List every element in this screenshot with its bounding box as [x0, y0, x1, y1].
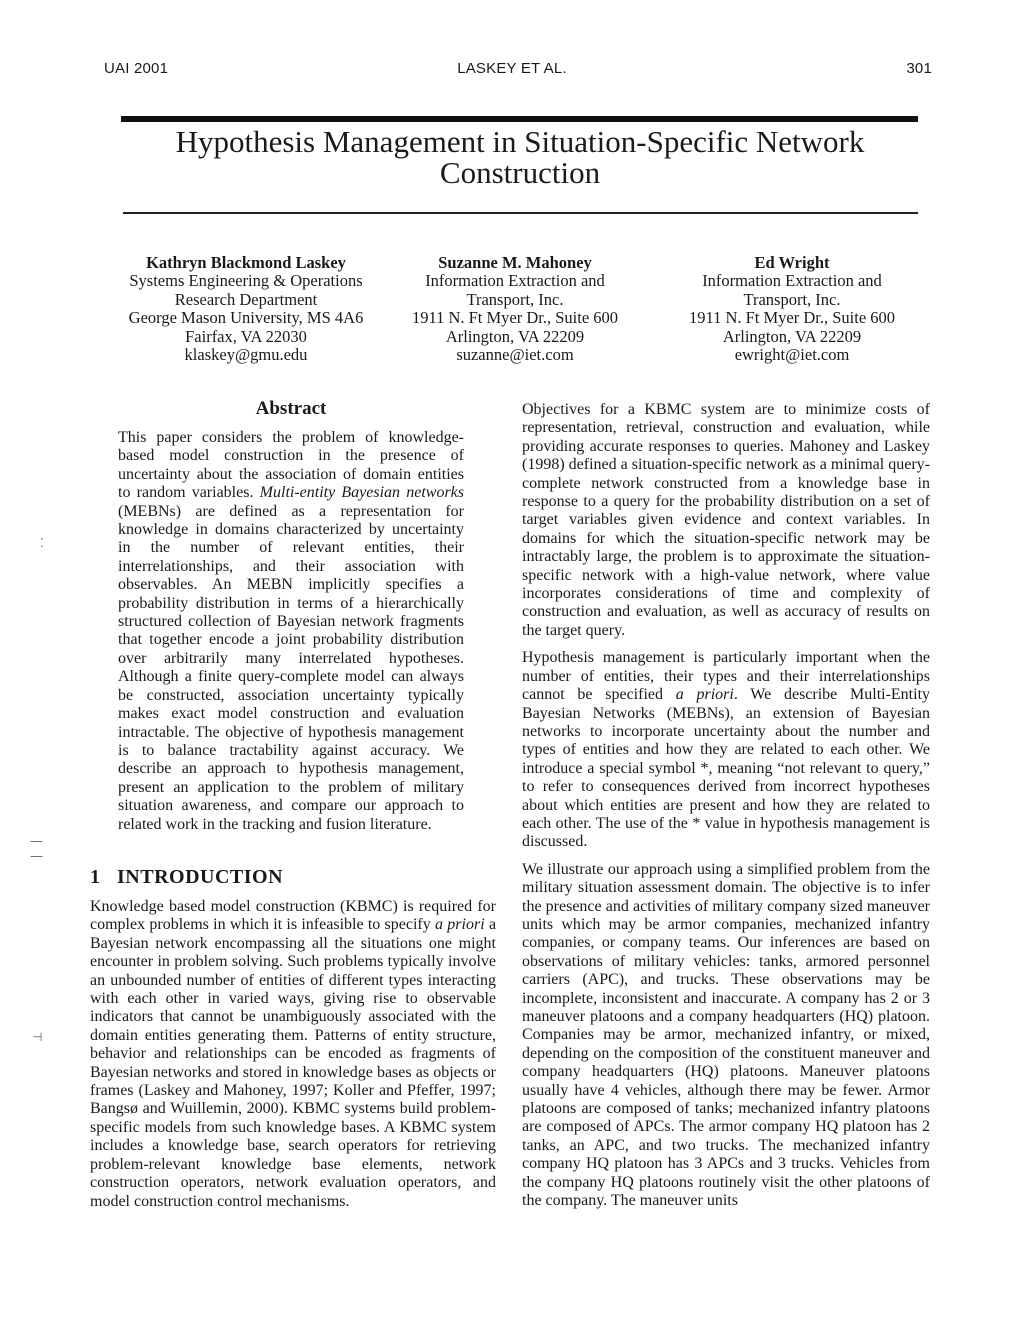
scan-artifact-tick: ⊣	[32, 1030, 43, 1044]
paragraph-text: . We describe Multi-Entity Bayesian Networks (MEBNs), an extension of Bayesian networks to incorporate uncertainty about the number and types of entities and how they are related to each other. We introduce a special symbol *, meaning “not relevant to query,” to refer to consequences derived from incorrect hypotheses about which entities are present and how they are related to each other. The use of the * value in hypothesis management is discussed.	[522, 686, 931, 851]
running-header-authors: LASKEY ET AL.	[457, 60, 567, 77]
italic-phrase: a priori	[435, 916, 485, 934]
paragraph-text: Knowledge based model construction (KBMC) is required for complex problems in which it is infeasible to specify	[90, 898, 496, 934]
paragraph-text: a Bayesian network encompassing all the situations one might encounter in problem solving. Such problems typically involve an unbounded number of entities of different types interacting with each other in varied ways, giving rise to observable indicators that cannot be unambiguously associated with the domain entities generating them. Patterns of entity structure, behavior and relationships can be encoded as fragments of Bayesian networks and stored in knowledge bases as objects or frames (Laskey and Mahoney, 1997; Koller and Pfeffer, 1997; Bangsø and Wuillemin, 2000). KBMC systems build problem-specific models from such knowledge bases. A KBMC system includes a knowledge base, search operators for retrieving problem-relevant knowledge base elements, network construction operators, network evaluation operators, and model construction control mechanisms.	[90, 916, 497, 1210]
author-affiliation-line: George Mason University, MS 4A6	[128, 308, 364, 328]
paper-title: Hypothesis Management in Situation-Specific Network Construction	[175, 124, 865, 190]
abstract-text: This paper considers the problem of knowledge-based model construction in the presence of uncertainty about the association of domain entities to random variables.	[118, 429, 464, 502]
italic-phrase: a priori	[675, 686, 734, 704]
intro-column	[90, 898, 496, 1211]
paragraph-text: Hypothesis management is particularly important when the number of entities, their types and their interrelationships cannot be specified	[522, 649, 930, 704]
author-name: Ed Wright	[754, 253, 830, 272]
author-affiliation-line: Transport, Inc.	[466, 289, 564, 309]
abstract-italic-term: Multi-entity Bayesian networks	[259, 484, 465, 502]
author-email: ewright@iet.com	[734, 345, 850, 365]
scan-artifact-dots: ⁚	[40, 536, 44, 550]
author-affiliation-line: Transport, Inc.	[743, 289, 841, 309]
author-address-line: 1911 N. Ft Myer Dr., Suite 600	[688, 308, 896, 328]
author-name: Kathryn Blackmond Laskey	[146, 253, 346, 272]
title-top-rule	[121, 116, 918, 122]
author-affiliation-line: Systems Engineering & Operations	[129, 271, 363, 291]
section-heading	[90, 866, 283, 889]
author-block-wright	[642, 254, 942, 364]
author-address-line: Arlington, VA 22209	[722, 326, 862, 346]
author-email: suzanne@iet.com	[456, 345, 574, 365]
author-block-mahoney	[365, 254, 665, 364]
author-address-line: 1911 N. Ft Myer Dr., Suite 600	[411, 308, 619, 328]
abstract-heading: Abstract	[255, 398, 327, 419]
author-email: klaskey@gmu.edu	[184, 345, 308, 365]
page-number: 301	[906, 60, 932, 77]
abstract-text: (MEBNs) are defined as a representation for knowledge in domains characterized by uncertainty in the number of relevant entities, their interrelationships, and their association with observables. An MEBN implicitly specifies a probability distribution in terms of a hierarchically structured collection of Bayesian network fragments that together encode a joint probability distribution over arbitrarily many interrelated hypotheses. Although a finite query-complete model can always be constructed, association uncertainty typically makes exact model construction and evaluation intractable. The objective of hypothesis management is to balance tractability against accuracy. We describe an approach to hypothesis management, present an application to the problem of military situation awareness, and compare our approach to related work in the tracking and fusion literature.	[118, 502, 464, 833]
section-title: INTRODUCTION	[117, 866, 284, 888]
paragraph	[522, 649, 930, 851]
paragraph: Objectives for a KBMC system are to minimize costs of representation, retrieval, construction and evaluation, while providing accurate responses to queries. Mahoney and Laskey (1998) defined a situation-specific network as a minimal query-complete network constructed from a knowledge base in response to a query for the probability distribution on a set of target variables given evidence and context variables. In domains for which the situation-specific network may be intractably large, the problem is to approximate the situation-specific network with a high-value network, where value incorporates considerations of time and complexity of construction and evaluation, as well as accuracy of results on the target query.	[522, 401, 930, 639]
right-column	[522, 401, 930, 1219]
paragraph: We illustrate our approach using a simplified problem from the military situation assessment domain. The objective is to infer the presence and activities of military company sized maneuver units which may be armor companies, mechanized infantry companies, or company teams. Our inferences are based on observations of military vehicles: tanks, armored personnel carriers (APC), and trucks. These observations may be incomplete, inconsistent and inaccurate. A company has 2 or 3 maneuver platoons and a company headquarters (HQ) platoon. Companies may be armor, mechanized infantry, or mixed, depending on the composition of the constituent maneuver and company headquarters (HQ) platoons. Maneuver platoons usually have 4 vehicles, although there may be fewer. Armor platoons are composed of tanks; mechanized infantry platoons are composed of APCs. The armor company HQ platoon has 2 tanks, an APC, and two trucks. The mechanized infantry company HQ platoon has 3 APCs and 3 trucks. Vehicles from the company HQ platoons routinely visit the other platoons of the company. The maneuver units	[522, 860, 930, 1210]
author-address-line: Arlington, VA 22209	[445, 326, 585, 346]
paragraph	[90, 898, 496, 1211]
author-address-line: Fairfax, VA 22030	[185, 326, 307, 346]
title-bottom-rule	[123, 212, 918, 214]
author-block-laskey	[96, 254, 396, 364]
abstract-body	[118, 429, 464, 834]
author-affiliation-line: Information Extraction and	[425, 271, 605, 291]
section-number: 1	[90, 866, 101, 888]
author-affiliation-line: Research Department	[174, 289, 318, 309]
running-header-venue: UAI 2001	[104, 60, 169, 77]
author-name: Suzanne M. Mahoney	[438, 253, 592, 272]
author-affiliation-line: Information Extraction and	[702, 271, 882, 291]
scan-artifact-dashes: — —	[30, 834, 43, 864]
